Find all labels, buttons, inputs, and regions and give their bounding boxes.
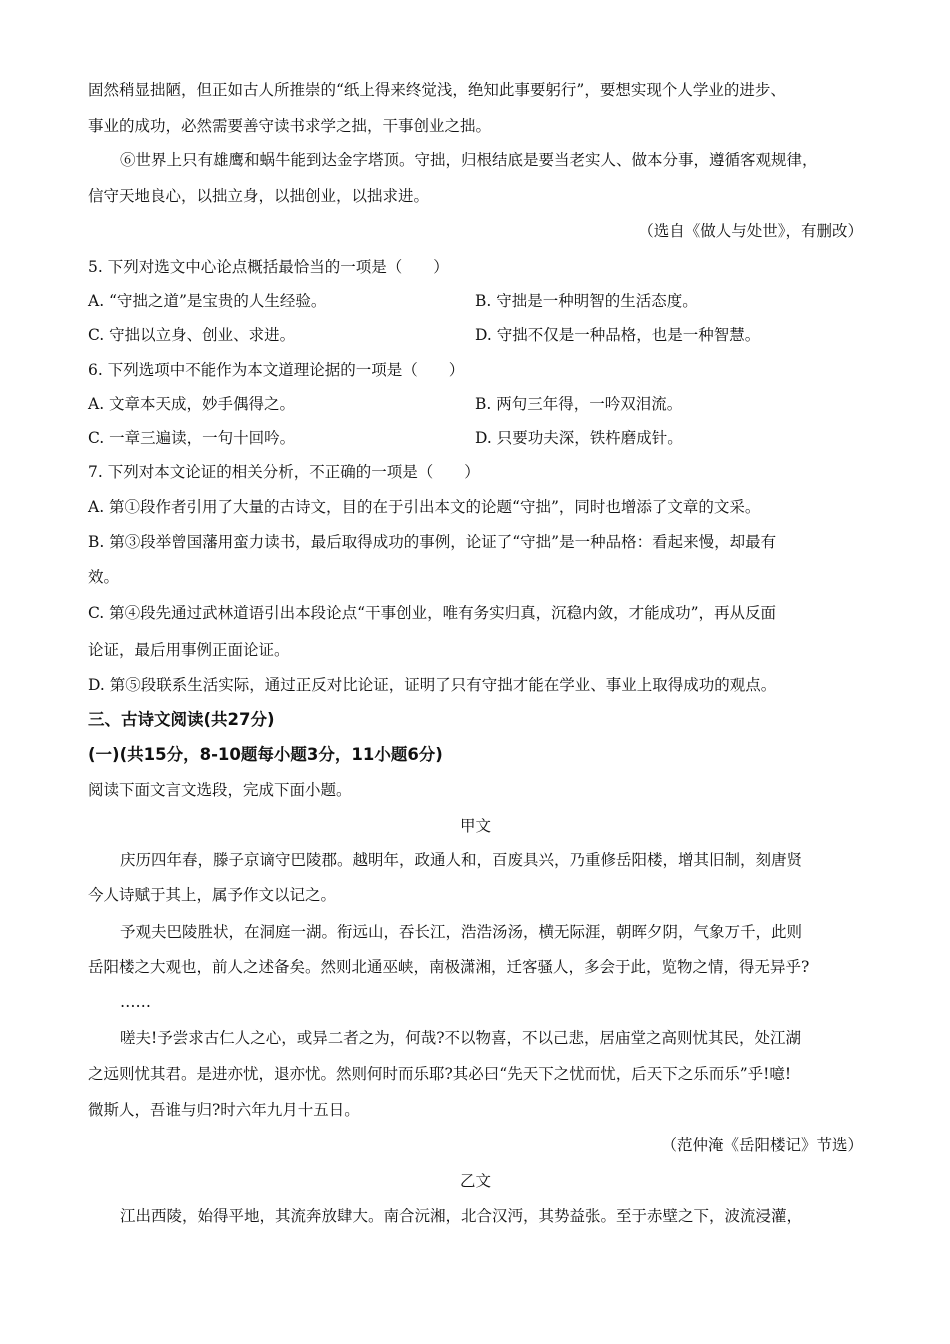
q7-option-c-cont: 论证，最后用事例正面论证。 bbox=[88, 641, 290, 659]
jiawen-paragraph-line: 庆历四年春，滕子京谪守巴陵郡。越明年，政通人和，百废具兴，乃重修岳阳楼，增其旧制，刻唐贤 bbox=[120, 851, 803, 869]
jiawen-label: 甲文 bbox=[459, 817, 491, 835]
passage-line: 事业的成功，必然需要善守读书求学之拙，干事创业之拙。 bbox=[88, 117, 492, 135]
q6-option-b: B. 两句三年得，一吟双泪流。 bbox=[475, 395, 683, 413]
q7-option-b: B. 第③段举曾国藩用蛮力读书，最后取得成功的事例，论证了“守拙”是一种品格：看起来慢，却最有 bbox=[88, 533, 777, 551]
section-3-title: 三、古诗文阅读(共27分) bbox=[88, 710, 275, 729]
q5-option-a: A. “守拙之道”是宝贵的人生经验。 bbox=[88, 292, 327, 310]
q7-option-d: D. 第⑤段联系生活实际，通过正反对比论证，证明了只有守拙才能在学业、事业上取得成功的观点。 bbox=[88, 676, 777, 694]
reading-instruction: 阅读下面文言文选段，完成下面小题。 bbox=[88, 781, 352, 799]
section-3-sub1: (一)(共15分，8-10题每小题3分，11小题6分) bbox=[88, 745, 443, 764]
q7-option-a: A. 第①段作者引用了大量的古诗文，目的在于引出本文的论题“守拙”，同时也增添了文章的文采。 bbox=[88, 498, 761, 516]
question-7-stem: 7. 下列对本文论证的相关分析，不正确的一项是（ ） bbox=[88, 463, 480, 481]
q7-option-c: C. 第④段先通过武林道语引出本段论点“干事创业，唯有务实归真，沉稳内敛，才能成功”，再从反面 bbox=[88, 604, 777, 622]
passage-source: （选自《做人与处世》，有删改） bbox=[638, 222, 863, 240]
jiawen-ellipsis: …… bbox=[120, 993, 151, 1011]
q5-option-d: D. 守拙不仅是一种品格，也是一种智慧。 bbox=[475, 326, 761, 344]
jiawen-paragraph-line: 微斯人，吾谁与归?时六年九月十五日。 bbox=[88, 1101, 360, 1119]
jiawen-paragraph-line: 岳阳楼之大观也，前人之述备矣。然则北通巫峡，南极潇湘，迁客骚人，多会于此，览物之情，得无异乎? bbox=[88, 958, 810, 976]
jiawen-paragraph-line: 今人诗赋于其上，属予作文以记之。 bbox=[88, 886, 337, 904]
jiawen-paragraph-line: 之远则忧其君。是进亦忧，退亦忧。然则何时而乐耶?其必曰“先天下之忧而忧，后天下之乐而乐”乎!噫! bbox=[88, 1065, 792, 1083]
passage-line: 固然稍显拙陋，但正如古人所推崇的“纸上得来终觉浅，绝知此事要躬行”，要想实现个人学业的进步、 bbox=[88, 81, 786, 99]
yiwen-paragraph-line: 江出西陵，始得平地，其流奔放肆大。南合沅湘，北合汉沔，其势益张。至于赤壁之下，波流浸灌， bbox=[120, 1207, 803, 1225]
q6-option-a: A. 文章本天成，妙手偶得之。 bbox=[88, 395, 296, 413]
q7-option-b-cont: 效。 bbox=[88, 568, 120, 586]
paragraph-6-line: 信守天地良心，以拙立身，以拙创业，以拙求进。 bbox=[88, 187, 430, 205]
question-5-stem: 5. 下列对选文中心论点概括最恰当的一项是（ ） bbox=[88, 258, 449, 276]
paragraph-6-line: ⑥世界上只有雄鹰和蜗牛能到达金字塔顶。守拙，归根结底是要当老实人、做本分事，遵循客观规律， bbox=[120, 151, 818, 169]
q6-option-d: D. 只要功夫深，铁杵磨成针。 bbox=[475, 429, 683, 447]
q5-option-c: C. 守拙以立身、创业、求进。 bbox=[88, 326, 296, 344]
jiawen-source: （范仲淹《岳阳楼记》节选） bbox=[661, 1136, 863, 1154]
q6-option-c: C. 一章三遍读，一句十回吟。 bbox=[88, 429, 296, 447]
question-6-stem: 6. 下列选项中不能作为本文道理论据的一项是（ ） bbox=[88, 361, 465, 379]
q5-option-b: B. 守拙是一种明智的生活态度。 bbox=[475, 292, 698, 310]
jiawen-paragraph-line: 予观夫巴陵胜状，在洞庭一湖。衔远山，吞长江，浩浩汤汤，横无际涯，朝晖夕阴，气象万千，此则 bbox=[120, 923, 803, 941]
yiwen-label: 乙文 bbox=[459, 1172, 491, 1190]
jiawen-paragraph-line: 嗟夫!予尝求古仁人之心，或异二者之为，何哉?不以物喜，不以己悲，居庙堂之高则忧其民，处江湖 bbox=[120, 1029, 802, 1047]
